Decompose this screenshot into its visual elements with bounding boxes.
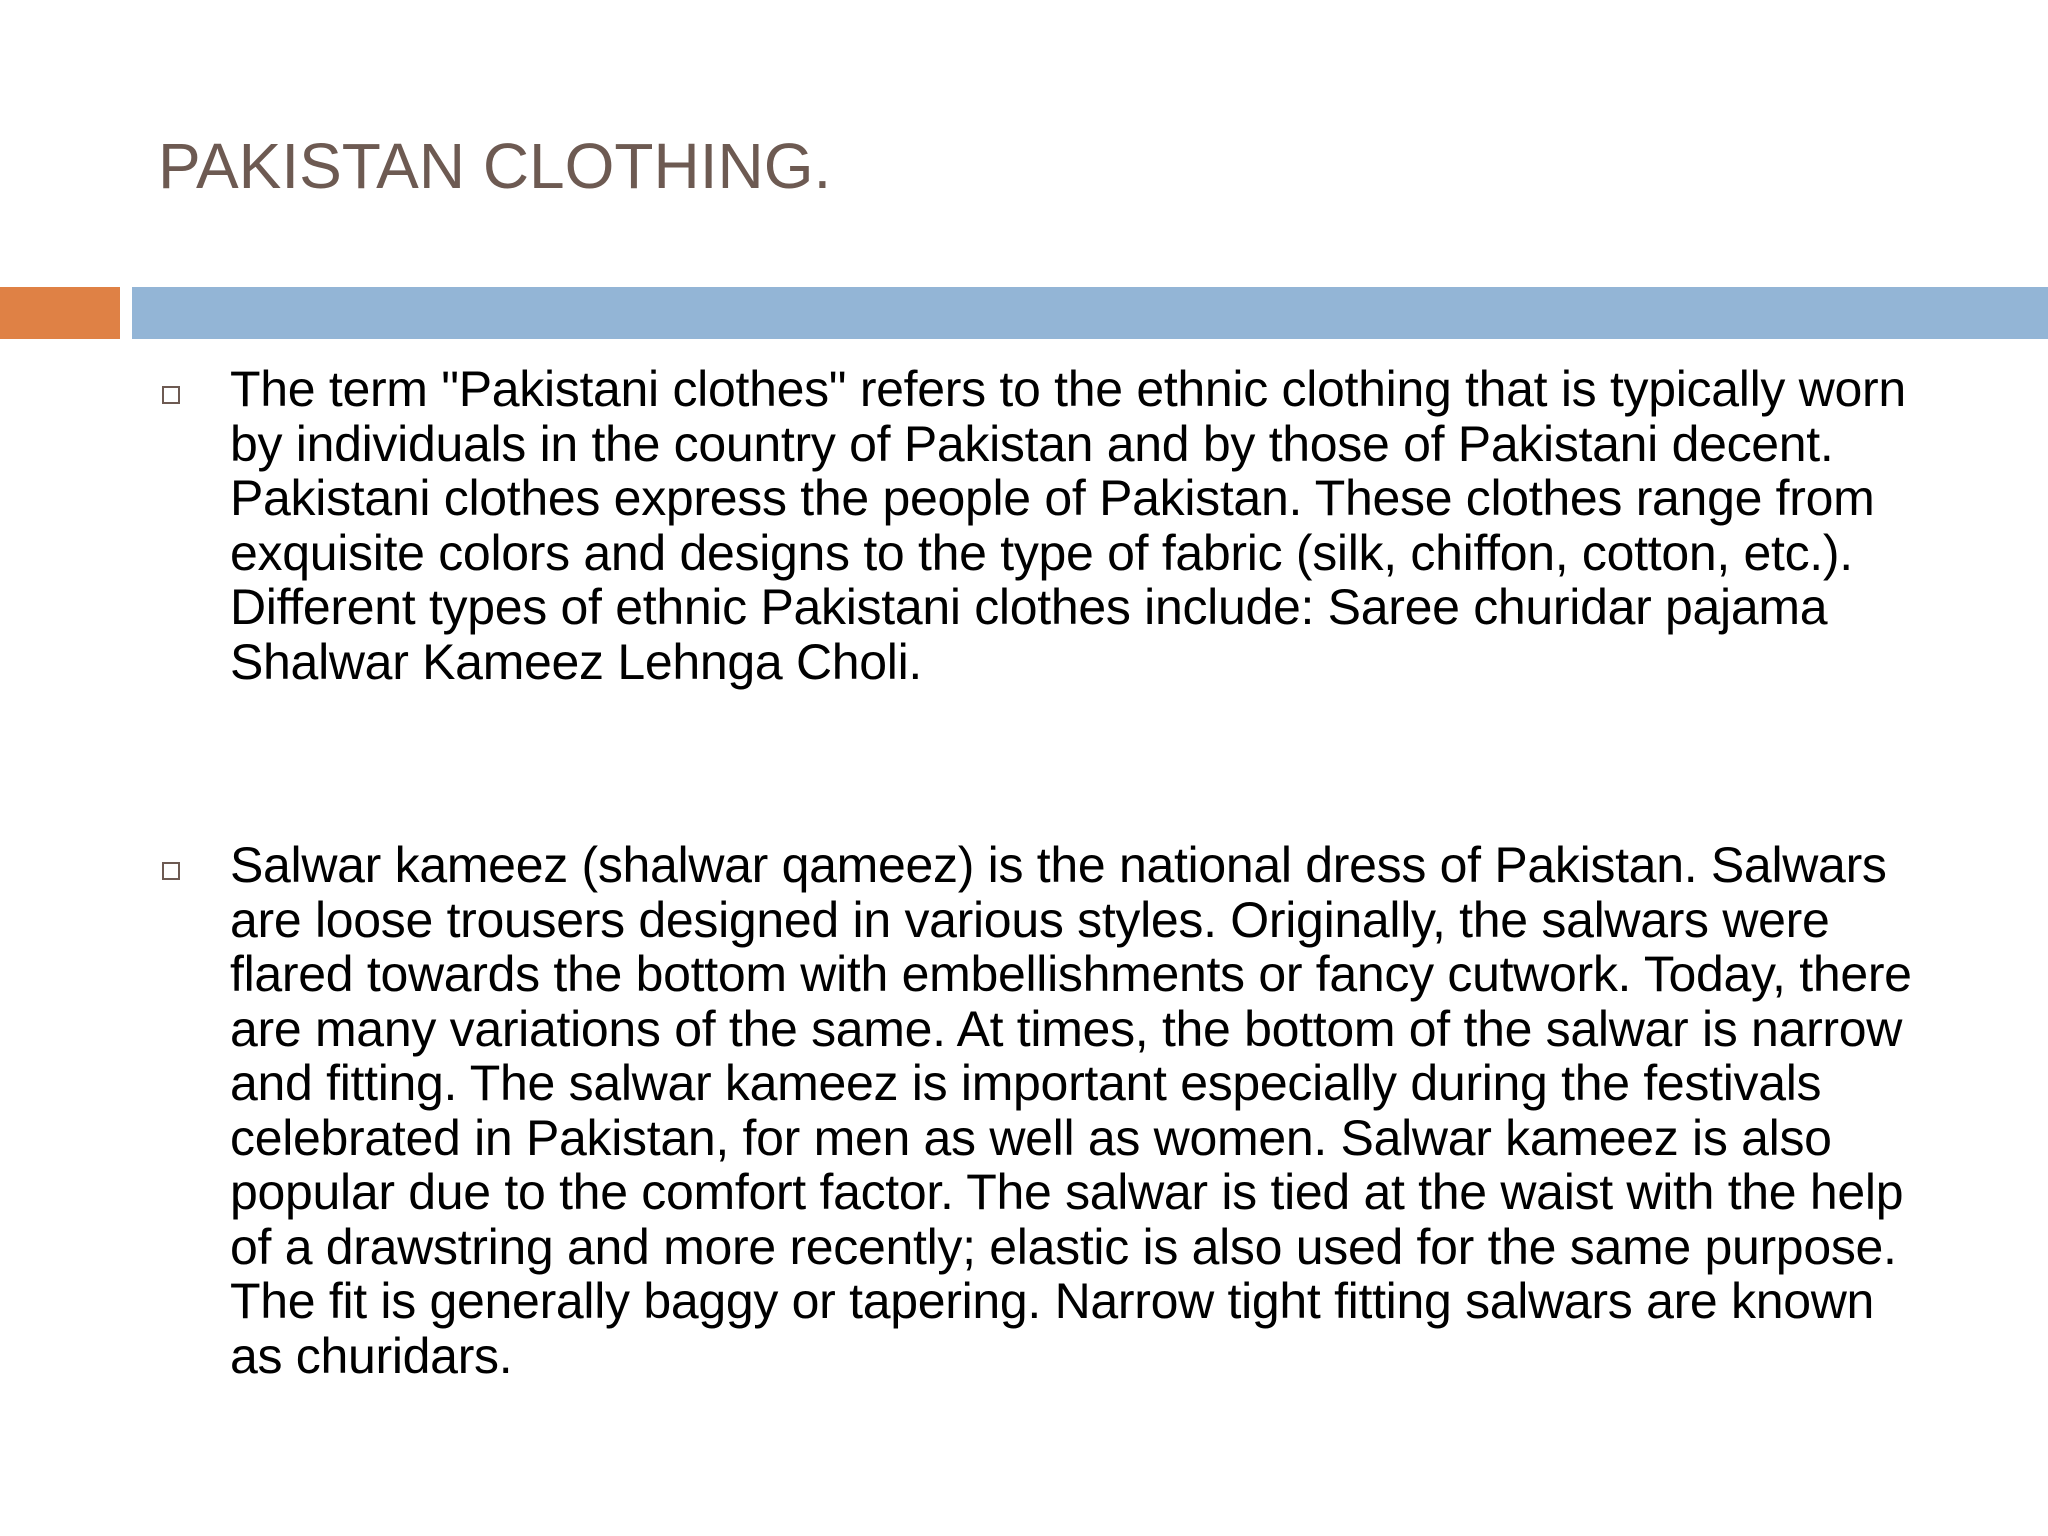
bullet-text: Salwar kameez (shalwar qameez) is the national dress of Pakistan. Salwars are loose trousers designed in various styles. Originally, the salwars were flared towards the bottom with embellishments or fancy cutwork. Today, there are many variations of the same. At times, the bottom of the salwar is narrow and fitting. The salwar kameez is important especially during the festivals celebrated in Pakistan, for men as well as women. Salwar kameez is also popular due to the comfort factor. The salwar is tied at the waist with the help of a drawstring and more recently; elastic is also used for the same purpose. The fit is generally baggy or tapering. Narrow tight fitting salwars are known as churidars. — [230, 837, 1912, 1384]
hollow-square-bullet-icon — [162, 386, 180, 404]
accent-bar-blue — [132, 287, 2048, 339]
bullet-text: The term "Pakistani clothes" refers to the ethnic clothing that is typically worn by individuals in the country of Pakistan and by those of Pakistani decent. Pakistani clothes express the people of Pakistan. These clothes range from exquisite colors and designs to the type of fabric (silk, chiffon, cotton, etc.). Different types of ethnic Pakistani clothes include: Saree churidar pajama Shalwar Kameez Lehnga Choli. — [230, 361, 1906, 690]
slide-title: PAKISTAN CLOTHING. — [158, 130, 832, 202]
hollow-square-bullet-icon — [162, 862, 180, 880]
accent-bar-orange — [0, 287, 120, 339]
